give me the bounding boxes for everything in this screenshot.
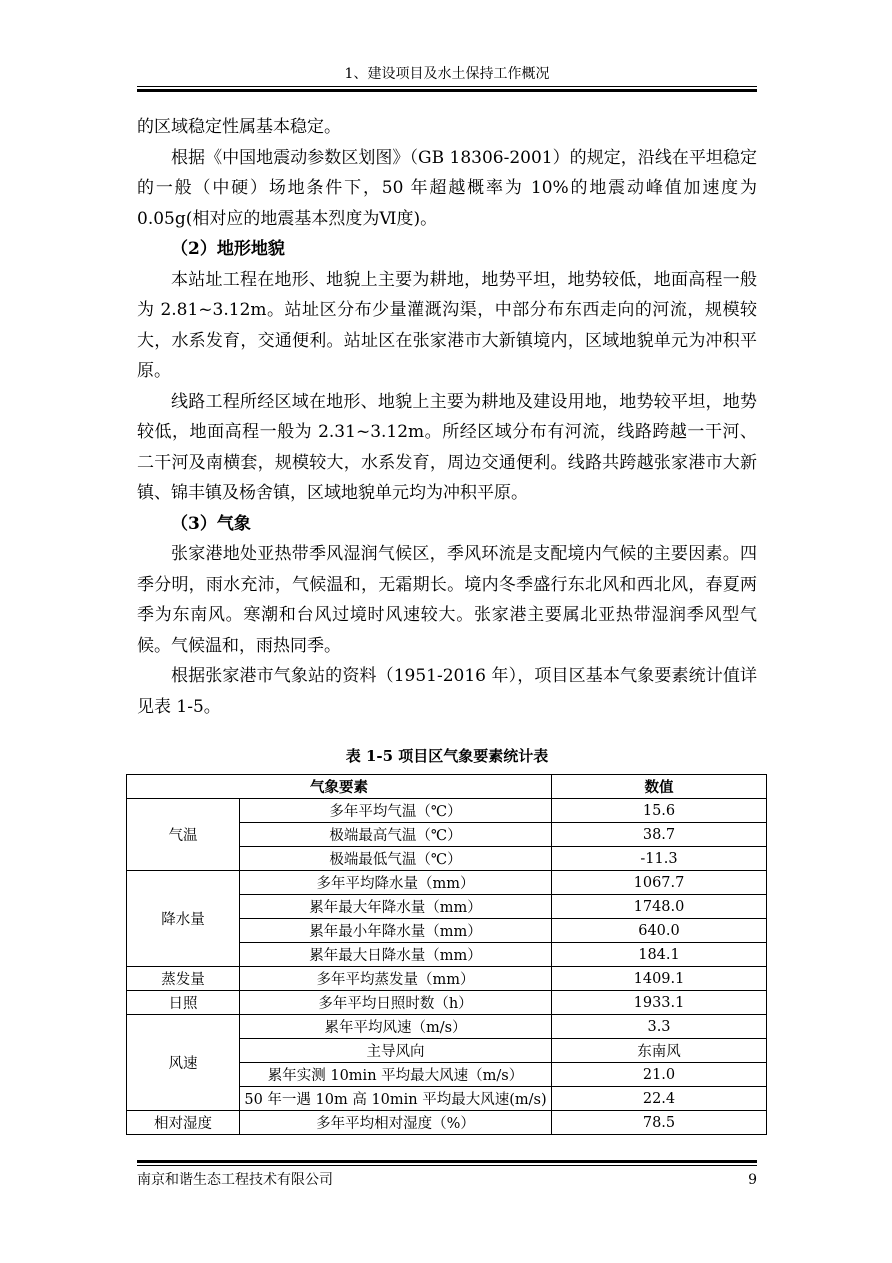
value-cell: 3.3 <box>552 1015 767 1039</box>
item-cell: 50 年一遇 10m 高 10min 平均最大风速(m/s) <box>240 1087 552 1111</box>
body-paragraph: 的区域稳定性属基本稳定。 <box>137 117 341 137</box>
table-row <box>127 1111 767 1135</box>
category-cell: 相对湿度 <box>127 1111 240 1135</box>
item-cell: 多年平均日照时数（h） <box>240 991 552 1015</box>
footer-company: 南京和谐生态工程技术有限公司 <box>137 1172 333 1188</box>
section-heading: （3）气象 <box>171 513 251 534</box>
body-paragraph: 线路工程所经区域在地形、地貌上主要为耕地及建设用地，地势较平坦，地势较低，地面高程一般为 2.31~3.12m。所经区域分布有河流，线路跨越一干河、二干河及南横套，规模较大，水系发育，周边交通便利。线路共跨越张家港市大新镇、锦丰镇及杨舍镇，区域地貌单元均为冲积平原。 <box>137 391 757 503</box>
value-cell: 1409.1 <box>552 967 767 991</box>
item-cell: 多年平均气温（℃） <box>240 799 552 823</box>
item-cell: 多年平均相对湿度（%） <box>240 1111 552 1135</box>
page-number: 9 <box>748 1172 757 1188</box>
item-cell: 极端最高气温（℃） <box>240 823 552 847</box>
table-body <box>127 799 767 1135</box>
body-text <box>137 112 757 722</box>
item-cell: 多年平均蒸发量（mm） <box>240 967 552 991</box>
table-header-row <box>127 775 767 799</box>
page-header-title: 1、建设项目及水土保持工作概况 <box>344 66 550 82</box>
body-paragraph: 张家港地处亚热带季风湿润气候区，季风环流是支配境内气候的主要因素。四季分明，雨水充沛，气候温和，无霜期长。境内冬季盛行东北风和西北风，春夏两季为东南风。寒潮和台风过境时风速较大。张家港主要属北亚热带湿润季风型气候。气候温和，雨热同季。 <box>137 544 757 656</box>
value-cell: 184.1 <box>552 943 767 967</box>
item-cell: 累年最大年降水量（mm） <box>240 895 552 919</box>
table-row <box>127 799 767 823</box>
category-cell: 风速 <box>127 1015 240 1111</box>
value-cell: 1933.1 <box>552 991 767 1015</box>
category-cell: 气温 <box>127 799 240 871</box>
value-cell: 1067.7 <box>552 871 767 895</box>
category-cell: 降水量 <box>127 871 240 967</box>
value-cell: 1748.0 <box>552 895 767 919</box>
value-cell: 15.6 <box>552 799 767 823</box>
value-cell: 东南风 <box>552 1039 767 1063</box>
body-paragraph: 本站址工程在地形、地貌上主要为耕地，地势平坦，地势较低，地面高程一般为 2.81~3.12m。站址区分布少量灌溉沟渠，中部分布东西走向的河流，规模较大，水系发育，交通便利。站址区在张家港市大新镇境内，区域地貌单元为冲积平原。 <box>137 269 757 381</box>
footer-rule-thick <box>137 1160 757 1163</box>
item-cell: 累年最小年降水量（mm） <box>240 919 552 943</box>
body-paragraph: 根据张家港市气象站的资料（1951-2016 年），项目区基本气象要素统计值详见表 1-5。 <box>137 666 757 717</box>
header-value: 数值 <box>552 775 767 799</box>
header-rule-thick <box>137 89 757 92</box>
header-element: 气象要素 <box>127 775 552 799</box>
section-heading: （2）地形地貌 <box>171 239 285 259</box>
table-row <box>127 871 767 895</box>
meteorology-table <box>126 774 767 1135</box>
item-cell: 累年实测 10min 平均最大风速（m/s） <box>240 1063 552 1087</box>
value-cell: 22.4 <box>552 1087 767 1111</box>
value-cell: 78.5 <box>552 1111 767 1135</box>
table-row <box>127 1015 767 1039</box>
item-cell: 极端最低气温（℃） <box>240 847 552 871</box>
category-cell: 日照 <box>127 991 240 1015</box>
value-cell: 38.7 <box>552 823 767 847</box>
item-cell: 累年最大日降水量（mm） <box>240 943 552 967</box>
table-row <box>127 991 767 1015</box>
footer-rule-thin <box>137 1165 757 1166</box>
value-cell: 21.0 <box>552 1063 767 1087</box>
table-caption: 表 1-5 项目区气象要素统计表 <box>345 747 549 765</box>
header-rule-thin <box>137 86 757 87</box>
category-cell: 蒸发量 <box>127 967 240 991</box>
value-cell: -11.3 <box>552 847 767 871</box>
value-cell: 640.0 <box>552 919 767 943</box>
table-row <box>127 967 767 991</box>
item-cell: 主导风向 <box>240 1039 552 1063</box>
item-cell: 多年平均降水量（mm） <box>240 871 552 895</box>
body-paragraph: 根据《中国地震动参数区划图》（GB 18306-2001）的规定，沿线在平坦稳定的一般（中硬）场地条件下，50 年超越概率为 10%的地震动峰值加速度为 0.05g(相对应的地震基本烈度为Ⅵ度)。 <box>137 147 757 229</box>
item-cell: 累年平均风速（m/s） <box>240 1015 552 1039</box>
